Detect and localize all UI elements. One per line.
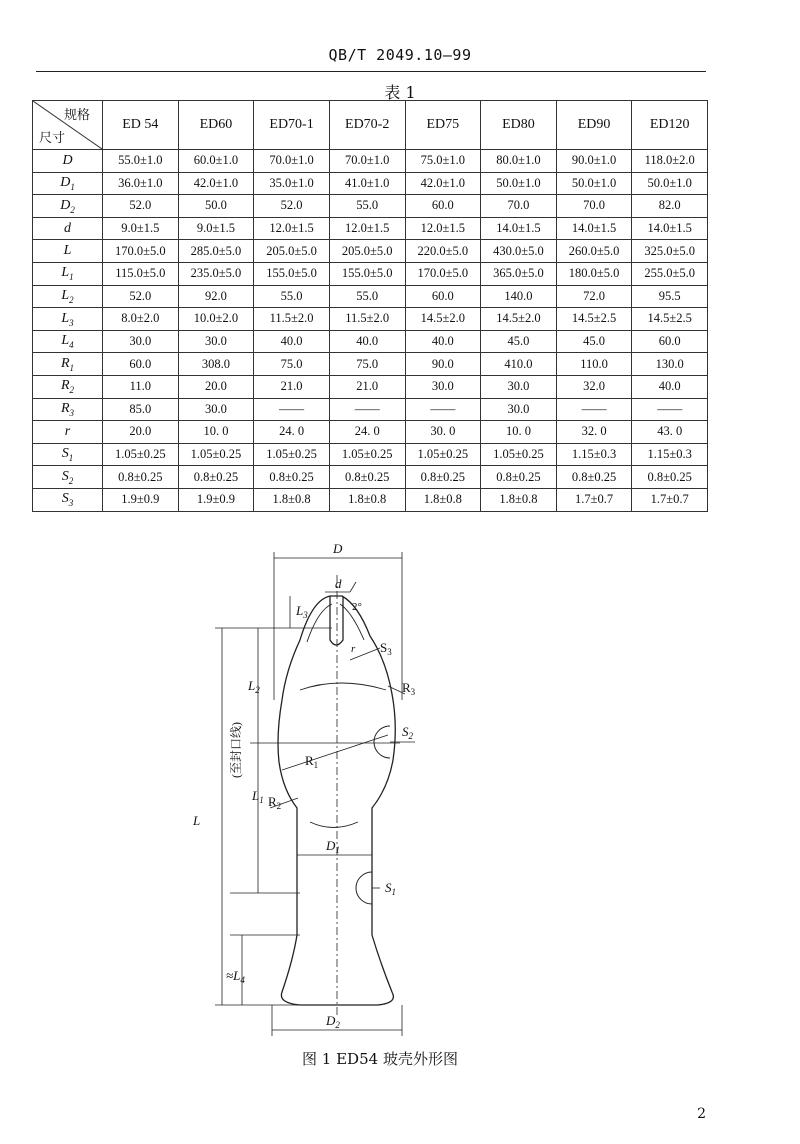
label-L1-note: (至封口线) <box>229 722 243 778</box>
label-L3-sub: 3 <box>303 610 308 620</box>
table-cell: 21.0 <box>329 375 405 398</box>
table-caption: 表 1 <box>384 83 416 102</box>
table-cell: 180.0±5.0 <box>556 262 632 285</box>
row-symbol-letter: D <box>60 174 71 190</box>
table-cell: 72.0 <box>556 285 632 308</box>
label-R1-sub: 1 <box>313 760 319 770</box>
column-header: ED 54 <box>103 101 179 150</box>
table-cell: 30.0 <box>103 330 179 353</box>
table-row <box>33 330 708 353</box>
table-cell: 9.0±1.5 <box>103 217 179 240</box>
column-header: ED70-2 <box>329 101 405 150</box>
table-cell: 10. 0 <box>178 421 254 444</box>
row-symbol-letter: r <box>64 423 71 439</box>
row-symbol-subscript: 2 <box>68 475 74 486</box>
row-symbol <box>33 150 103 173</box>
table-cell: 14.5±2.5 <box>556 308 632 331</box>
svg-text:2° <box>352 601 362 613</box>
svg-text:D2 <box>325 1013 340 1030</box>
table-cell: 14.0±1.5 <box>632 217 708 240</box>
table-cell: 60.0 <box>103 353 179 376</box>
svg-text:D <box>332 541 343 556</box>
table-cell: 55.0 <box>329 195 405 218</box>
column-header: ED70-1 <box>254 101 330 150</box>
table-cell: 1.15±0.3 <box>556 443 632 466</box>
table-cell: 220.0±5.0 <box>405 240 481 263</box>
table-cell: 30. 0 <box>405 421 481 444</box>
row-symbol <box>33 308 103 331</box>
row-symbol <box>33 421 103 444</box>
table-row <box>33 172 708 195</box>
svg-text:S1 <box>385 880 396 897</box>
row-symbol <box>33 172 103 195</box>
table-cell: 75.0 <box>254 353 330 376</box>
table-cell: 30.0 <box>405 375 481 398</box>
table-cell: 155.0±5.0 <box>329 262 405 285</box>
table-row <box>33 375 708 398</box>
row-symbol-letter: L <box>63 243 72 259</box>
row-symbol-subscript: 3 <box>69 317 74 328</box>
table-cell: 10. 0 <box>481 421 557 444</box>
page-number: 2 <box>697 1106 706 1122</box>
table-cell: 255.0±5.0 <box>632 262 708 285</box>
row-symbol <box>33 330 103 353</box>
table-cell: 70.0±1.0 <box>329 150 405 173</box>
svg-text:S2 <box>402 724 414 741</box>
table-cell: 60.0 <box>405 195 481 218</box>
row-symbol <box>33 285 103 308</box>
table-cell: 8.0±2.0 <box>103 308 179 331</box>
row-symbol <box>33 443 103 466</box>
table-cell: 365.0±5.0 <box>481 262 557 285</box>
table-cell: 0.8±0.25 <box>556 466 632 489</box>
figure-caption: 图 1 ED54 玻壳外形图 <box>302 1050 458 1068</box>
table-cell: 205.0±5.0 <box>254 240 330 263</box>
label-L1: L <box>252 788 260 803</box>
label-R1: R <box>305 753 314 768</box>
table-cell: 14.5±2.5 <box>632 308 708 331</box>
table-cell: 32. 0 <box>556 421 632 444</box>
table-cell: 30.0 <box>178 398 254 421</box>
row-symbol-subscript: 1 <box>69 362 75 373</box>
row-symbol-subscript: 4 <box>69 339 74 350</box>
label-L: L <box>193 813 201 828</box>
table-cell: 1.05±0.25 <box>329 443 405 466</box>
table-cell: 12.0±1.5 <box>329 217 405 240</box>
table-cell: 85.0 <box>103 398 179 421</box>
table-cell: 60.0 <box>405 285 481 308</box>
table-cell: 0.8±0.25 <box>103 466 179 489</box>
table-cell: 60.0 <box>632 330 708 353</box>
label-L4: ≈L <box>226 968 241 983</box>
label-S1-sub: 1 <box>391 887 396 897</box>
table-cell: 110.0 <box>556 353 632 376</box>
table-cell: —— <box>254 398 330 421</box>
table-header-row <box>33 101 708 150</box>
corner-label-spec: 规格 <box>63 107 90 122</box>
table-cell: —— <box>556 398 632 421</box>
neck-tube <box>330 596 343 645</box>
table-cell: 40.0 <box>254 330 330 353</box>
label-r: r <box>351 643 356 655</box>
label-R2-sub: 2 <box>276 801 282 811</box>
table-row <box>33 398 708 421</box>
table-cell: 55.0 <box>254 285 330 308</box>
label-angle: 2° <box>352 601 362 613</box>
table-cell: 42.0±1.0 <box>178 172 254 195</box>
table-cell: 12.0±1.5 <box>254 217 330 240</box>
table-cell: 1.8±0.8 <box>405 488 481 511</box>
table-cell: 10.0±2.0 <box>178 308 254 331</box>
row-symbol-subscript: 2 <box>70 204 75 215</box>
svg-text:L <box>192 813 200 828</box>
table-cell: 80.0±1.0 <box>481 150 557 173</box>
table-cell: 70.0±1.0 <box>254 150 330 173</box>
label-S3: S <box>380 640 388 655</box>
table-cell: 14.5±2.0 <box>405 308 481 331</box>
row-symbol <box>33 195 103 218</box>
table-row <box>33 466 708 489</box>
table-cell: 0.8±0.25 <box>405 466 481 489</box>
label-L4-sub: 4 <box>240 975 245 985</box>
label-L2: L <box>248 678 256 693</box>
svg-text:S3 <box>380 640 392 657</box>
table-cell: 260.0±5.0 <box>556 240 632 263</box>
corner-label-dimension: 尺寸 <box>39 130 66 145</box>
funnel-curve <box>310 822 358 828</box>
svg-text:d <box>335 576 342 591</box>
table-cell: 1.9±0.9 <box>103 488 179 511</box>
table-cell: 170.0±5.0 <box>103 240 179 263</box>
table-cell: 12.0±1.5 <box>405 217 481 240</box>
table-row <box>33 421 708 444</box>
table-cell: 24. 0 <box>329 421 405 444</box>
table-cell: —— <box>405 398 481 421</box>
table-cell: 45.0 <box>481 330 557 353</box>
table-cell: 36.0±1.0 <box>103 172 179 195</box>
row-symbol <box>33 488 103 511</box>
table-row <box>33 195 708 218</box>
table-cell: 92.0 <box>178 285 254 308</box>
table-cell: 1.8±0.8 <box>481 488 557 511</box>
bulb-outline-drawing <box>150 530 470 1050</box>
table-cell: 50.0±1.0 <box>632 172 708 195</box>
label-D: D <box>333 541 343 556</box>
column-header: ED90 <box>556 101 632 150</box>
table-cell: 118.0±2.0 <box>632 150 708 173</box>
table-cell: 410.0 <box>481 353 557 376</box>
table-cell: 1.05±0.25 <box>405 443 481 466</box>
table-cell: 24. 0 <box>254 421 330 444</box>
table-cell: 11.5±2.0 <box>254 308 330 331</box>
svg-text:R2 <box>268 794 281 811</box>
table-cell: 82.0 <box>632 195 708 218</box>
svg-text:≈L4 <box>226 968 245 985</box>
table-cell: 14.5±2.0 <box>481 308 557 331</box>
row-symbol-letter: S <box>61 446 69 462</box>
s2-detail <box>374 726 390 758</box>
corner-header-cell <box>33 101 103 150</box>
table-cell: 70.0 <box>481 195 557 218</box>
table-cell: 115.0±5.0 <box>103 262 179 285</box>
table-cell: 55.0 <box>329 285 405 308</box>
table-cell: 43. 0 <box>632 421 708 444</box>
table-cell: 75.0 <box>329 353 405 376</box>
table-row <box>33 443 708 466</box>
table-cell: 50.0±1.0 <box>556 172 632 195</box>
row-symbol-subscript: 1 <box>68 452 74 463</box>
table-cell: 1.7±0.7 <box>556 488 632 511</box>
table-cell: 90.0±1.0 <box>556 150 632 173</box>
row-symbol <box>33 262 103 285</box>
label-D2-sub: 2 <box>335 1020 340 1030</box>
row-symbol-subscript: 1 <box>69 272 74 283</box>
table-cell: 14.0±1.5 <box>556 217 632 240</box>
table-cell: 30.0 <box>178 330 254 353</box>
label-d: d <box>335 576 342 591</box>
row-symbol-letter: L <box>61 265 70 281</box>
header-rule <box>36 71 706 72</box>
row-symbol-letter: L <box>61 310 70 326</box>
label-R3: R <box>402 680 411 695</box>
table-cell: 60.0±1.0 <box>178 150 254 173</box>
table-cell: 90.0 <box>405 353 481 376</box>
table-row <box>33 353 708 376</box>
row-symbol-subscript: 1 <box>70 181 75 192</box>
row-symbol-letter: S <box>61 468 69 484</box>
table-cell: 1.9±0.9 <box>178 488 254 511</box>
table-cell: 45.0 <box>556 330 632 353</box>
dimension-table <box>32 100 708 512</box>
svg-text:L3 <box>295 603 308 620</box>
row-symbol-subscript: 2 <box>69 294 74 305</box>
table-cell: 50.0±1.0 <box>481 172 557 195</box>
label-R2: R <box>268 794 277 809</box>
label-S3-sub: 3 <box>387 647 392 657</box>
table-cell: 0.8±0.25 <box>178 466 254 489</box>
label-D2: D <box>326 1013 336 1028</box>
table-cell: 1.05±0.25 <box>254 443 330 466</box>
row-symbol-letter: R <box>60 378 70 394</box>
label-D1-sub: 1 <box>335 845 340 855</box>
table-cell: 40.0 <box>405 330 481 353</box>
table-cell: 14.0±1.5 <box>481 217 557 240</box>
svg-text:(至封口线) <box>228 722 243 778</box>
table-cell: 1.8±0.8 <box>329 488 405 511</box>
table-cell: 11.5±2.0 <box>329 308 405 331</box>
table-cell: 205.0±5.0 <box>329 240 405 263</box>
table-cell: 32.0 <box>556 375 632 398</box>
table-cell: 130.0 <box>632 353 708 376</box>
table-cell: —— <box>329 398 405 421</box>
table-cell: 11.0 <box>103 375 179 398</box>
table-cell: 75.0±1.0 <box>405 150 481 173</box>
row-symbol <box>33 217 103 240</box>
table-cell: 1.05±0.25 <box>103 443 179 466</box>
table-cell: 1.05±0.25 <box>481 443 557 466</box>
svg-text:D1 <box>325 838 340 855</box>
table-row <box>33 150 708 173</box>
label-S1: S <box>385 880 392 895</box>
column-header: ED60 <box>178 101 254 150</box>
column-header: ED120 <box>632 101 708 150</box>
row-symbol-letter: S <box>61 491 69 507</box>
table-cell: 20.0 <box>178 375 254 398</box>
table-cell: 35.0±1.0 <box>254 172 330 195</box>
table-cell: 52.0 <box>103 285 179 308</box>
row-symbol <box>33 398 103 421</box>
table-row <box>33 308 708 331</box>
svg-text:L1 <box>251 788 264 805</box>
row-symbol-subscript: 3 <box>68 498 74 509</box>
svg-text:R1 <box>305 753 318 770</box>
row-symbol-subscript: 3 <box>69 407 75 418</box>
row-symbol-letter: d <box>64 220 71 236</box>
table-cell: 55.0±1.0 <box>103 150 179 173</box>
table-cell: 95.5 <box>632 285 708 308</box>
label-R3-sub: 3 <box>410 687 416 697</box>
label-S2: S <box>402 724 409 739</box>
table-cell: 0.8±0.25 <box>254 466 330 489</box>
row-symbol <box>33 240 103 263</box>
table-cell: 140.0 <box>481 285 557 308</box>
table-cell: 30.0 <box>481 398 557 421</box>
row-symbol <box>33 466 103 489</box>
table-row <box>33 488 708 511</box>
table-cell: 21.0 <box>254 375 330 398</box>
row-symbol-letter: D <box>62 152 73 168</box>
row-symbol <box>33 353 103 376</box>
s1-detail <box>356 872 372 904</box>
svg-text:r <box>351 643 356 655</box>
svg-text:R3 <box>402 680 416 697</box>
table-cell: 50.0 <box>178 195 254 218</box>
table-cell: 52.0 <box>103 195 179 218</box>
label-L3: L <box>296 603 304 618</box>
table-cell: 1.7±0.7 <box>632 488 708 511</box>
table-cell: 1.15±0.3 <box>632 443 708 466</box>
table-cell: 285.0±5.0 <box>178 240 254 263</box>
label-D1: D <box>326 838 336 853</box>
table-cell: —— <box>632 398 708 421</box>
table-cell: 308.0 <box>178 353 254 376</box>
table-cell: 42.0±1.0 <box>405 172 481 195</box>
table-row <box>33 285 708 308</box>
table-cell: 325.0±5.0 <box>632 240 708 263</box>
neck-curve <box>300 683 386 690</box>
table-cell: 52.0 <box>254 195 330 218</box>
row-symbol-letter: R <box>60 400 70 416</box>
table-cell: 41.0±1.0 <box>329 172 405 195</box>
table-cell: 170.0±5.0 <box>405 262 481 285</box>
column-header: ED80 <box>481 101 557 150</box>
table-cell: 155.0±5.0 <box>254 262 330 285</box>
table-cell: 20.0 <box>103 421 179 444</box>
label-L2-sub: 2 <box>255 685 260 695</box>
table-cell: 1.05±0.25 <box>178 443 254 466</box>
column-header: ED75 <box>405 101 481 150</box>
table-cell: 235.0±5.0 <box>178 262 254 285</box>
table-row <box>33 240 708 263</box>
table-cell: 430.0±5.0 <box>481 240 557 263</box>
table-row <box>33 262 708 285</box>
table-cell: 30.0 <box>481 375 557 398</box>
row-symbol <box>33 375 103 398</box>
table-cell: 0.8±0.25 <box>632 466 708 489</box>
standard-code-header: QB/T 2049.10—99 <box>328 46 472 64</box>
row-symbol-letter: R <box>60 355 70 371</box>
table-cell: 40.0 <box>632 375 708 398</box>
row-symbol-subscript: 2 <box>69 385 75 396</box>
row-symbol-letter: L <box>61 333 70 349</box>
table-cell: 70.0 <box>556 195 632 218</box>
label-S2-sub: 2 <box>408 731 413 741</box>
table-row <box>33 217 708 240</box>
table-cell: 9.0±1.5 <box>178 217 254 240</box>
row-symbol-letter: L <box>61 287 70 303</box>
table-cell: 0.8±0.25 <box>481 466 557 489</box>
row-symbol-letter: D <box>60 197 71 213</box>
table-cell: 40.0 <box>329 330 405 353</box>
label-L1-sub: 1 <box>259 795 264 805</box>
table-cell: 1.8±0.8 <box>254 488 330 511</box>
table-cell: 0.8±0.25 <box>329 466 405 489</box>
